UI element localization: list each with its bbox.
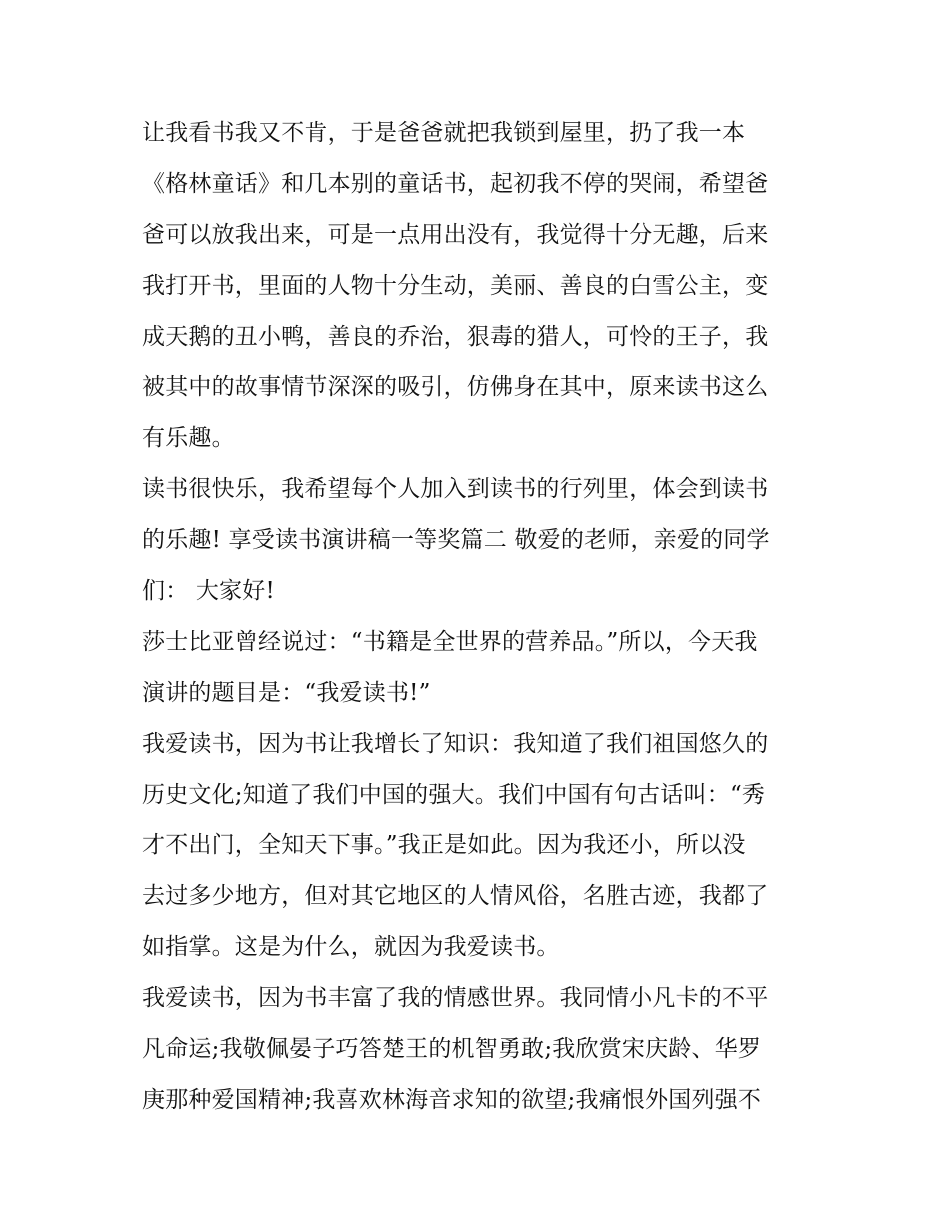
text-line: 《格林童话》和几本别的童话书，起初我不停的哭闹，希望爸 [142, 170, 769, 197]
text-line: 让我看书我又不肯，于是爸爸就把我锁到屋里，扔了我一本 [142, 120, 746, 146]
text-line: 我爱读书，因为书丰富了我的情感世界。我同情小凡卡的不平 [142, 985, 769, 1012]
text-line: 凡命运;我敬佩晏子巧答楚王的机智勇敢;我欣赏宋庆龄、华罗 [142, 1036, 762, 1063]
text-line: 成天鹅的丑小鸭，善良的乔治，狠毒的猎人，可怜的王子，我 [142, 323, 769, 350]
text-line: 演讲的题目是：“我爱读书!” [142, 679, 431, 706]
text-line: 庚那种爱国精神;我喜欢林海音求知的欲望;我痛恨外国列强不 [142, 1086, 762, 1113]
text-line: 的乐趣! 享受读书演讲稿一等奖篇二 敬爱的老师，亲爱的同学 [142, 527, 770, 554]
body-text [142, 108, 812, 1126]
text-line: 们： 大家好! [142, 578, 275, 605]
text-line: 莎士比亚曾经说过：“书籍是全世界的营养品。”所以，今天我 [142, 628, 758, 655]
text-line: 读书很快乐，我希望每个人加入到读书的行列里，体会到读书 [142, 476, 769, 503]
text-line: 历史文化;知道了我们中国的强大。我们中国有句古话叫：“秀 [142, 781, 766, 808]
text-line: 我打开书，里面的人物十分生动，美丽、善良的白雪公主，变 [142, 272, 769, 299]
text-line: 被其中的故事情节深深的吸引，仿佛身在其中，原来读书这么 [142, 374, 769, 401]
text-line: 有乐趣。 [142, 425, 235, 452]
text-line: 爸可以放我出来，可是一点用出没有，我觉得十分无趣，后来 [142, 221, 769, 248]
text-line: 去过多少地方，但对其它地区的人情风俗，名胜古迹，我都了 [142, 883, 769, 910]
text-line: 我爱读书，因为书让我增长了知识：我知道了我们祖国悠久的 [142, 730, 769, 757]
text-line: 才不出门，全知天下事。”我正是如此。因为我还小，所以没 [142, 832, 746, 859]
text-line: 如指掌。这是为什么，就因为我爱读书。 [142, 934, 560, 961]
